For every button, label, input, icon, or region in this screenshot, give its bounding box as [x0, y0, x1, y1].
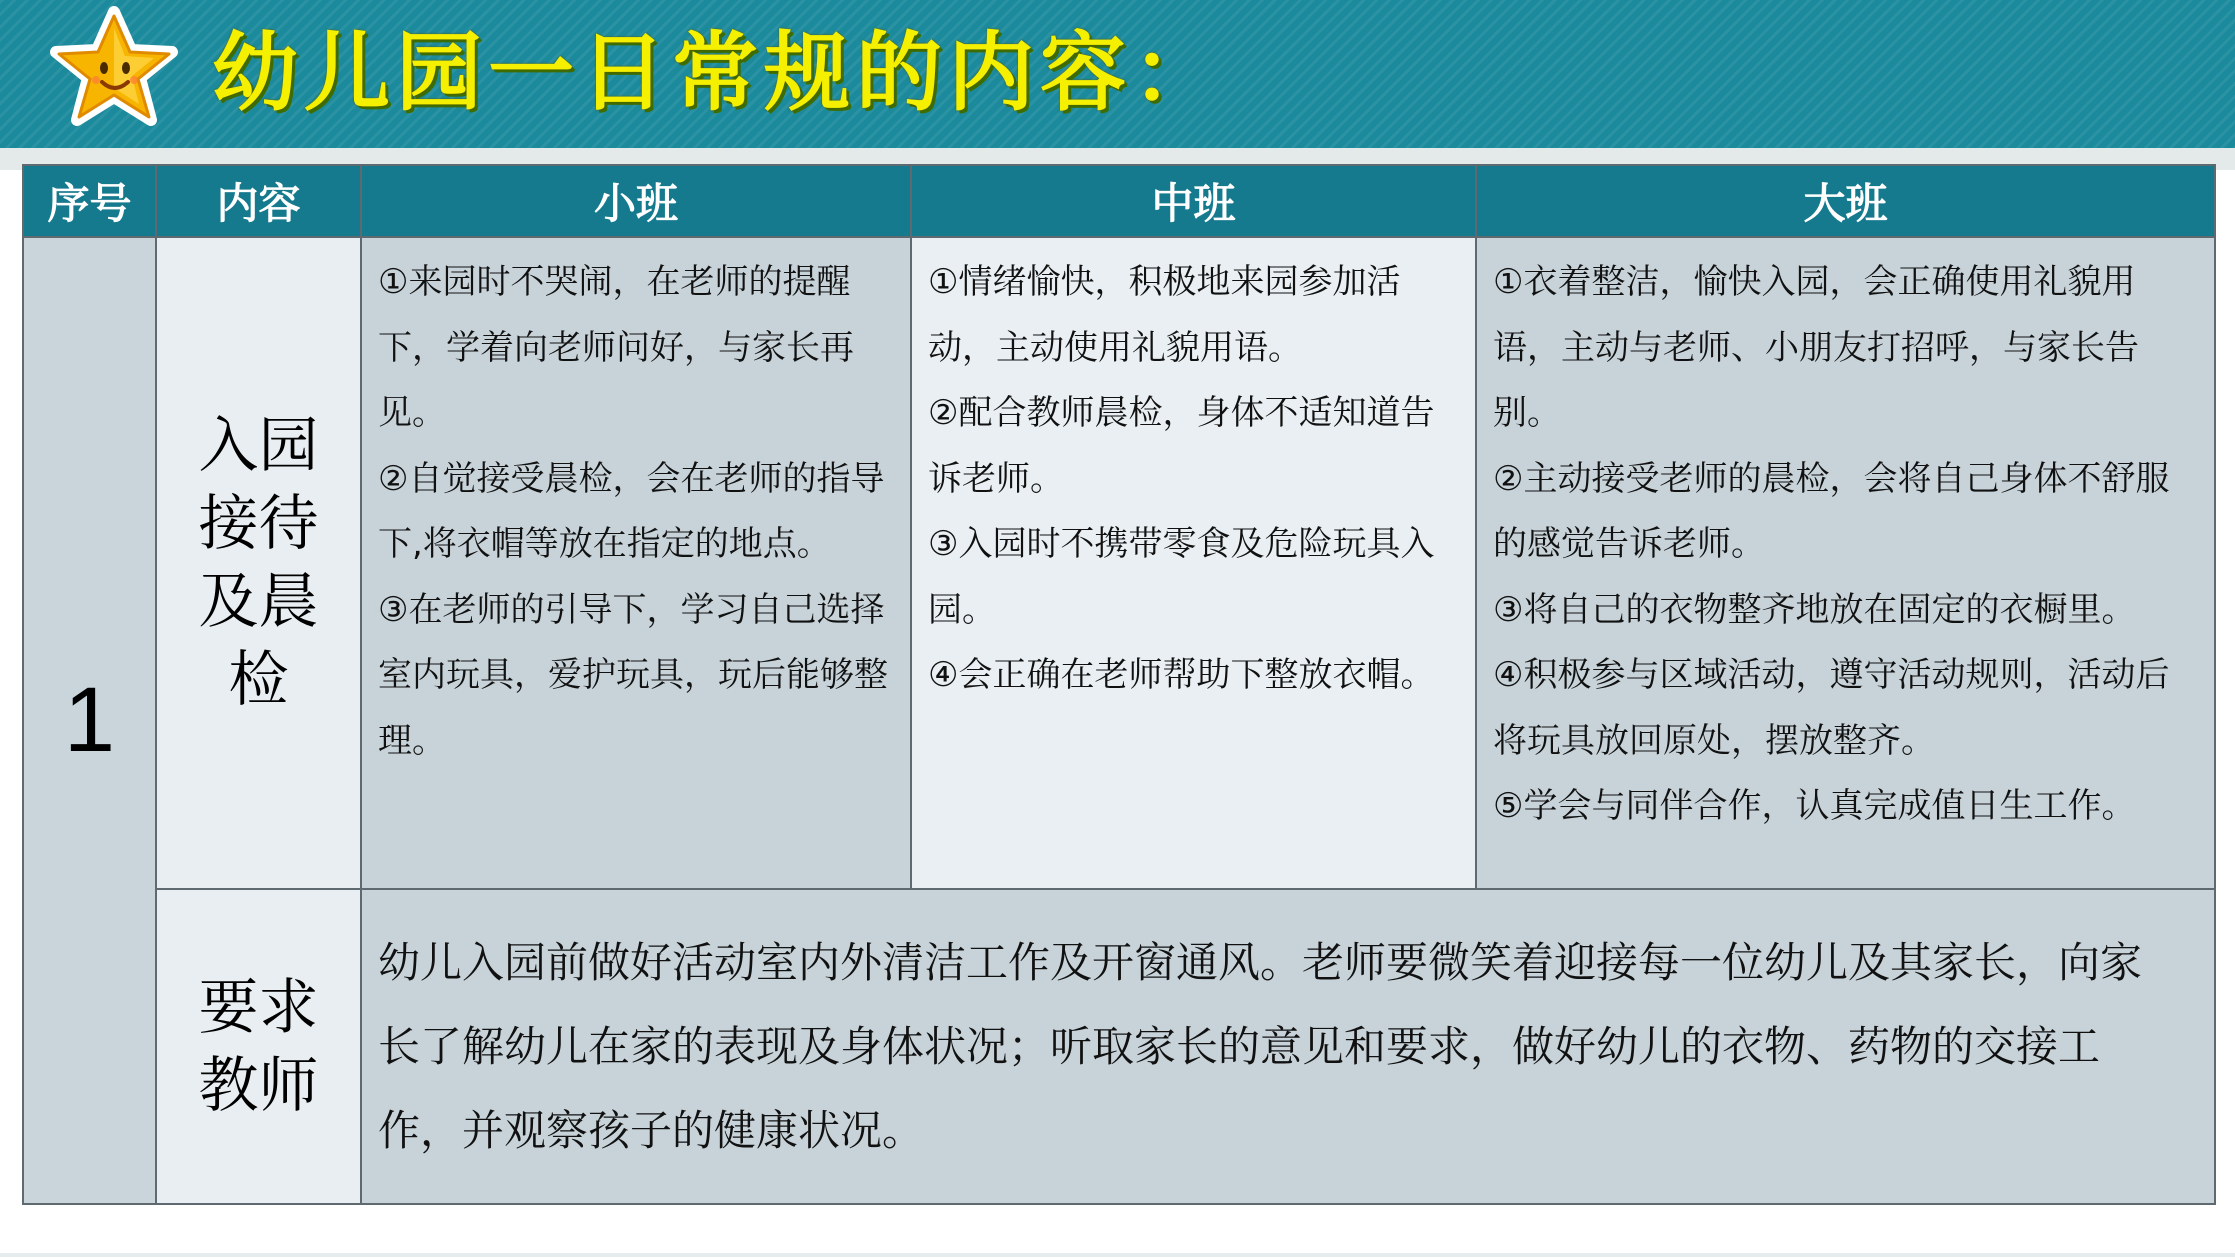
header-index: 序号: [23, 165, 156, 237]
teacher-requirement-text: 幼儿入园前做好活动室内外清洁工作及开窗通风。老师要微笑着迎接每一位幼儿及其家长，向家长了解幼儿在家的表现及身体状况；听取家长的意见和要求，做好幼儿的衣物、药物的交接工作，并观察孩子的健康状况。: [378, 937, 2143, 1155]
table-header-row: [23, 165, 2215, 237]
large-class-cell: [1476, 237, 2215, 889]
row-label-teacher: [156, 889, 361, 1204]
small-class-item: ②自觉接受晨检，会在老师的指导下,将衣帽等放在指定的地点。: [378, 458, 885, 564]
middle-class-item: ④会正确在老师帮助下整放衣帽。: [928, 655, 1435, 695]
large-class-item: ②主动接受老师的晨检，会将自己身体不舒服的感觉告诉老师。: [1493, 458, 2170, 564]
routine-table: [22, 164, 2216, 1205]
table-row: [23, 889, 2215, 1204]
small-class-item: ③在老师的引导下，学习自己选择室内玩具，爱护玩具，玩后能够整理。: [378, 589, 888, 761]
smiling-star-icon: [48, 6, 180, 138]
teacher-requirement-cell: [361, 889, 2215, 1204]
large-class-item: ③将自己的衣物整齐地放在固定的衣橱里。: [1493, 589, 2136, 630]
header-small-class: 小班: [361, 165, 911, 237]
row-label-arrival: [156, 237, 361, 889]
middle-class-cell: [911, 237, 1476, 889]
middle-class-item: ③入园时不携带零食及危险玩具入园。: [928, 524, 1435, 630]
middle-class-item: ①情绪愉快，积极地来园参加活动，主动使用礼貌用语。: [928, 262, 1401, 368]
footer-divider: [0, 1253, 2235, 1257]
header-middle-class: 中班: [911, 165, 1476, 237]
small-class-item: ①来园时不哭闹，在老师的提醒下，学着向老师问好，与家长再见。: [378, 262, 854, 433]
row-number: 1: [23, 237, 156, 1204]
small-class-cell: [361, 237, 911, 889]
large-class-item: ①衣着整洁，愉快入园，会正确使用礼貌用语，主动与老师、小朋友打招呼，与家长告别。: [1493, 262, 2139, 433]
table-row: [23, 237, 2215, 889]
row-label-teacher-text: 要求教师: [198, 972, 319, 1121]
page-title: 幼儿园一日常规的内容：: [212, 23, 1224, 123]
row-label-arrival-text: 入园接待及晨检: [198, 411, 319, 715]
header-large-class: 大班: [1476, 165, 2215, 237]
large-class-item: ⑤学会与同伴合作，认真完成值日生工作。: [1493, 786, 2136, 826]
header-content: 内容: [156, 165, 361, 237]
large-class-item: ④积极参与区域活动，遵守活动规则，活动后将玩具放回原处，摆放整齐。: [1493, 655, 2170, 761]
middle-class-item: ②配合教师晨检，身体不适知道告诉老师。: [928, 393, 1435, 499]
